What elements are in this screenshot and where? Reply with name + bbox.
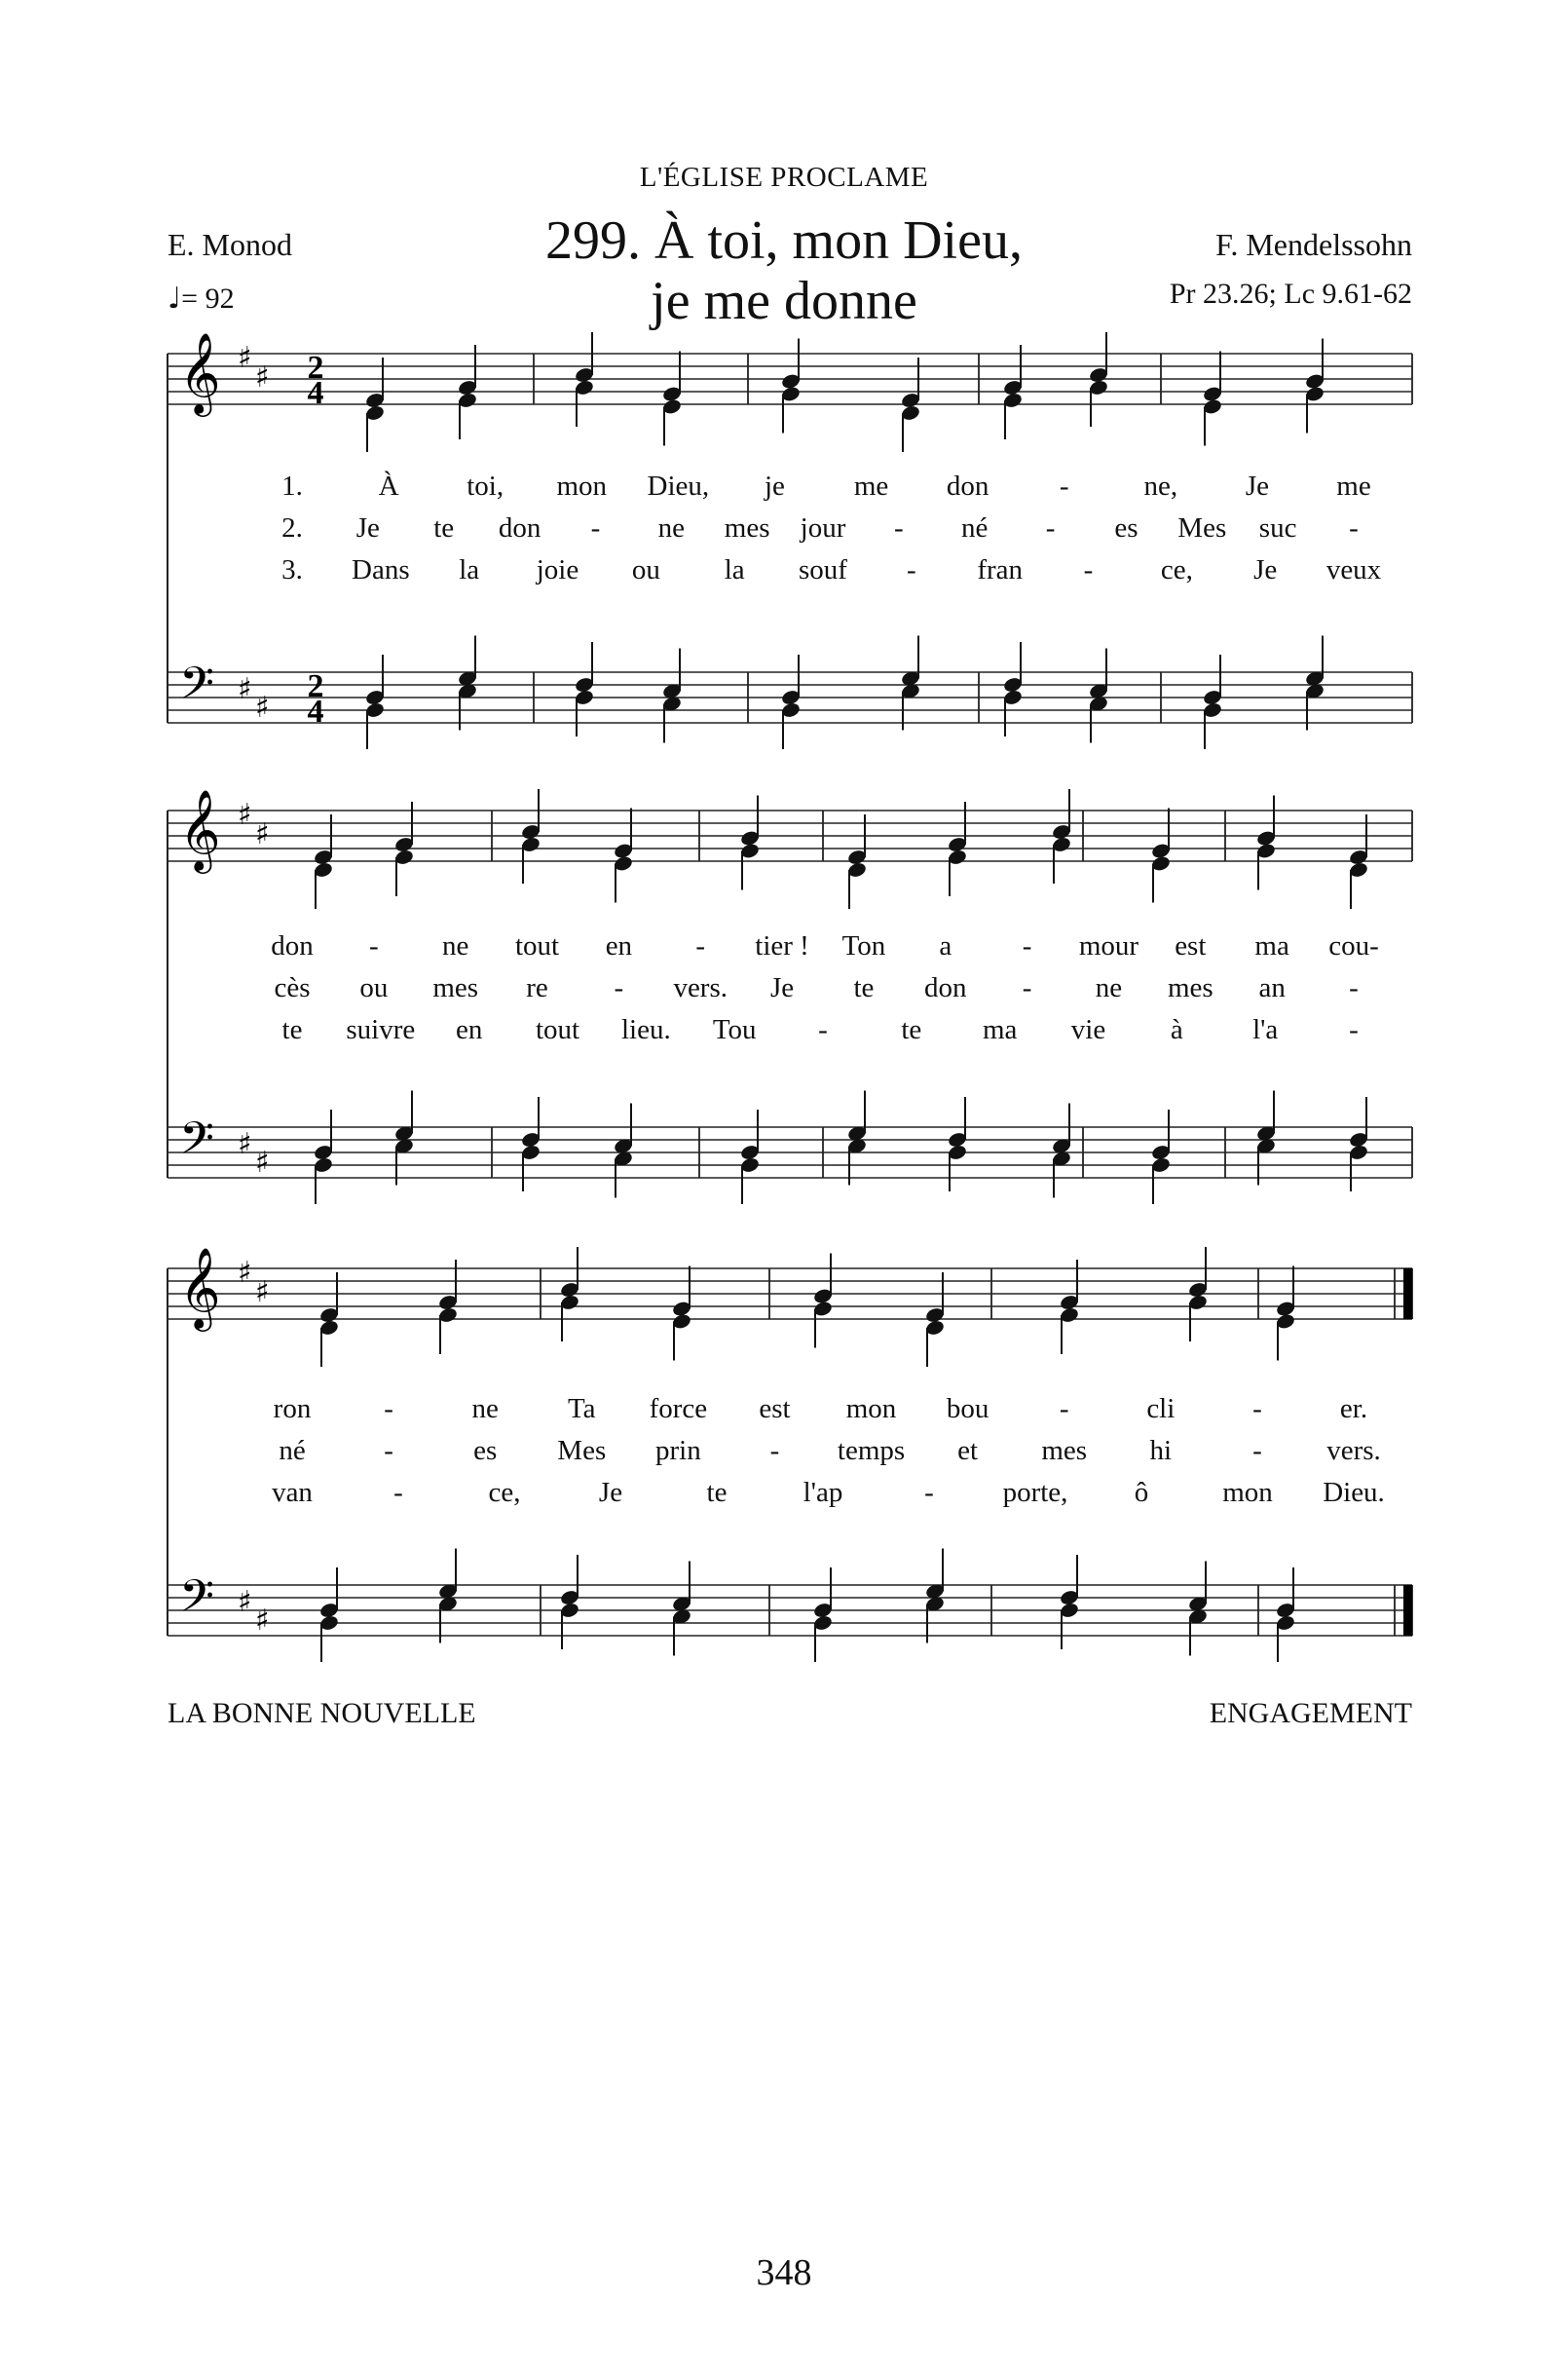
- lyric-syllable: toi,: [467, 471, 504, 502]
- lyric-syllable: hi: [1149, 1435, 1173, 1466]
- lyric-syllable: -: [614, 972, 624, 1003]
- lyric-syllable: Dieu,: [647, 471, 710, 502]
- lyric-syllable: Dieu.: [1323, 1477, 1385, 1508]
- lyric-syllable: te: [433, 512, 455, 544]
- lyric-syllable: l'ap: [803, 1477, 843, 1508]
- lyric-syllable: Dans: [352, 554, 410, 585]
- time-signature-bottom: 4: [307, 375, 324, 411]
- lyric-syllable: 3.: [281, 554, 303, 585]
- lyric-syllable: te: [706, 1477, 728, 1508]
- lyric-syllable: je: [764, 471, 785, 502]
- bass-clef-icon: 𝄢: [179, 1113, 215, 1176]
- footer-category-right: ENGAGEMENT: [1209, 1697, 1412, 1729]
- lyric-syllable: prin: [655, 1435, 701, 1466]
- lyrics: [281, 470, 1382, 585]
- lyric-syllable: vie: [1070, 1014, 1106, 1045]
- sharp-icon: ♯: [255, 1604, 270, 1638]
- lyric-syllable: à: [1170, 1014, 1183, 1045]
- system-3: [168, 1246, 1412, 1662]
- lyric-syllable: -: [894, 512, 904, 544]
- sharp-icon: ♯: [238, 1256, 252, 1290]
- lyric-syllable: -: [1349, 972, 1359, 1003]
- lyric-syllable: ma: [1254, 930, 1289, 962]
- lyric-syllable: ce,: [1160, 554, 1193, 585]
- treble-clef-icon: 𝄞: [179, 1246, 221, 1328]
- sharp-icon: ♯: [238, 672, 252, 706]
- lyric-syllable: tout: [535, 1014, 580, 1045]
- treble-clef-icon: 𝄞: [179, 788, 221, 870]
- final-barline: [1403, 1585, 1412, 1636]
- lyric-syllable: cou-: [1328, 930, 1379, 962]
- lyric-syllable: -: [369, 930, 379, 962]
- lyric-syllable: don: [498, 512, 541, 544]
- lyric-syllable: cli: [1146, 1393, 1176, 1424]
- lyric-syllable: -: [695, 930, 706, 962]
- hymn-title-line-2: je me donne: [651, 271, 917, 331]
- lyric-syllable: Je: [598, 1477, 623, 1508]
- lyric-syllable: la: [724, 554, 745, 585]
- lyric-syllable: ne: [657, 512, 685, 544]
- treble-clef-icon: 𝄞: [179, 331, 221, 413]
- time-signature-top: 2: [307, 668, 324, 704]
- lyric-syllable: es: [473, 1435, 498, 1466]
- final-barline: [1403, 1268, 1412, 1319]
- lyric-syllable: jour: [800, 512, 846, 544]
- lyrics: [272, 1393, 1385, 1508]
- lyric-syllable: tier !: [755, 930, 809, 962]
- lyric-syllable: -: [1252, 1435, 1262, 1466]
- lyric-syllable: 1.: [281, 471, 303, 502]
- lyric-syllable: -: [384, 1393, 393, 1424]
- lyric-syllable: -: [1083, 554, 1094, 585]
- quarter-note-icon: ♩: [168, 282, 182, 316]
- lyric-syllable: mour: [1078, 930, 1139, 962]
- lyric-syllable: ne: [442, 930, 469, 962]
- time-signature-bottom: 4: [307, 694, 324, 730]
- lyric-syllable: la: [459, 554, 480, 585]
- lyric-syllable: ma: [982, 1014, 1018, 1045]
- lyric-syllable: Mes: [1177, 512, 1227, 544]
- lyric-syllable: mes: [432, 972, 479, 1003]
- bass-staff: [168, 1091, 1412, 1205]
- lyric-syllable: mon: [1222, 1477, 1273, 1508]
- lyric-syllable: te: [281, 1014, 303, 1045]
- lyric-syllable: porte,: [1002, 1477, 1068, 1508]
- sharp-icon: ♯: [255, 691, 270, 725]
- lyric-syllable: te: [853, 972, 875, 1003]
- tempo-value: = 92: [181, 283, 235, 315]
- lyric-syllable: te: [901, 1014, 922, 1045]
- page-number: 348: [756, 2252, 812, 2293]
- lyric-syllable: -: [384, 1435, 393, 1466]
- lyric-syllable: suivre: [346, 1014, 416, 1045]
- lyric-syllable: mes: [1167, 972, 1213, 1003]
- lyric-syllable: don: [946, 471, 989, 502]
- lyric-syllable: suc: [1258, 512, 1297, 544]
- lyric-syllable: me: [853, 471, 889, 502]
- lyric-syllable: mes: [724, 512, 770, 544]
- lyric-syllable: -: [590, 512, 601, 544]
- lyric-syllable: fran: [977, 554, 1024, 585]
- lyric-syllable: -: [1349, 1014, 1359, 1045]
- lyric-syllable: ou: [631, 554, 660, 585]
- lyric-syllable: don: [271, 930, 314, 962]
- lyric-syllable: Je: [1245, 471, 1269, 502]
- lyric-syllable: -: [769, 1435, 780, 1466]
- treble-staff: [168, 1246, 1412, 1367]
- author-credit: E. Monod: [168, 227, 292, 262]
- lyric-syllable: -: [393, 1477, 403, 1508]
- scripture-references: Pr 23.26; Lc 9.61-62: [1169, 278, 1412, 310]
- lyric-syllable: -: [1252, 1393, 1262, 1424]
- lyric-syllable: force: [649, 1393, 708, 1424]
- lyric-syllable: -: [1022, 972, 1032, 1003]
- sharp-icon: ♯: [255, 817, 270, 851]
- lyric-syllable: es: [1114, 512, 1139, 544]
- lyric-syllable: veux: [1325, 554, 1382, 585]
- lyric-syllable: me: [1336, 471, 1371, 502]
- lyric-syllable: ô: [1134, 1477, 1149, 1508]
- lyric-syllable: -: [818, 1014, 828, 1045]
- lyrics: [271, 930, 1379, 1045]
- sharp-icon: ♯: [255, 1275, 270, 1309]
- lyric-syllable: -: [1022, 930, 1032, 962]
- lyric-syllable: ne,: [1143, 471, 1178, 502]
- lyric-syllable: vers.: [1326, 1435, 1381, 1466]
- lyric-syllable: est: [1175, 930, 1207, 962]
- lyric-syllable: cès: [274, 972, 311, 1003]
- lyric-syllable: est: [759, 1393, 791, 1424]
- lyric-syllable: né: [279, 1435, 306, 1466]
- bass-staff: [168, 636, 1412, 750]
- lyric-syllable: Mes: [557, 1435, 607, 1466]
- lyric-syllable: ou: [359, 972, 389, 1003]
- lyric-syllable: tout: [514, 930, 560, 962]
- time-signature-top: 2: [307, 350, 324, 386]
- lyric-syllable: ce,: [488, 1477, 521, 1508]
- composer-credit: F. Mendelssohn: [1215, 227, 1412, 262]
- lyric-syllable: -: [906, 554, 916, 585]
- lyric-syllable: er.: [1339, 1393, 1368, 1424]
- lyric-syllable: re: [526, 972, 548, 1003]
- lyric-syllable: Ta: [567, 1393, 596, 1424]
- bass-staff: [168, 1549, 1412, 1663]
- system-2: [168, 788, 1412, 1204]
- treble-staff: [168, 788, 1412, 909]
- lyric-syllable: et: [957, 1435, 979, 1466]
- lyric-syllable: ne: [1095, 972, 1123, 1003]
- section-header: L'ÉGLISE PROCLAME: [639, 162, 929, 193]
- lyric-syllable: ron: [273, 1393, 312, 1424]
- lyric-syllable: vers.: [673, 972, 728, 1003]
- system-1: [168, 331, 1412, 749]
- lyric-syllable: mes: [1041, 1435, 1088, 1466]
- lyric-syllable: 2.: [281, 512, 303, 544]
- sharp-icon: ♯: [238, 1585, 252, 1619]
- lyric-syllable: -: [1349, 512, 1359, 544]
- bass-clef-icon: 𝄢: [179, 1570, 215, 1634]
- lyric-syllable: mon: [845, 1393, 897, 1424]
- lyric-syllable: temps: [837, 1435, 906, 1466]
- lyric-syllable: en: [605, 930, 633, 962]
- lyric-syllable: Tou: [712, 1014, 757, 1045]
- sharp-icon: ♯: [238, 798, 252, 832]
- lyric-syllable: -: [1045, 512, 1056, 544]
- lyric-syllable: -: [1059, 1393, 1069, 1424]
- lyric-syllable: Je: [355, 512, 380, 544]
- sharp-icon: ♯: [238, 341, 252, 375]
- lyric-syllable: a: [939, 930, 952, 962]
- lyric-syllable: joie: [536, 554, 579, 585]
- lyric-syllable: mon: [556, 471, 608, 502]
- lyric-syllable: lieu.: [620, 1014, 671, 1045]
- lyric-syllable: van: [272, 1477, 313, 1508]
- lyric-syllable: Je: [1253, 554, 1278, 585]
- sharp-icon: ♯: [255, 1146, 270, 1180]
- footer-category-left: LA BONNE NOUVELLE: [168, 1697, 476, 1729]
- lyric-syllable: -: [1059, 471, 1069, 502]
- treble-staff: [168, 331, 1412, 452]
- lyric-syllable: né: [961, 512, 989, 544]
- lyric-syllable: an: [1258, 972, 1286, 1003]
- lyric-syllable: Je: [769, 972, 795, 1003]
- sharp-icon: ♯: [255, 360, 270, 395]
- hymn-title-line-1: 299. À toi, mon Dieu,: [545, 210, 1023, 271]
- lyric-syllable: À: [378, 471, 399, 502]
- lyric-syllable: ne: [471, 1393, 499, 1424]
- lyric-syllable: don: [924, 972, 967, 1003]
- sharp-icon: ♯: [238, 1127, 252, 1161]
- lyric-syllable: bou: [946, 1393, 989, 1424]
- lyric-syllable: -: [924, 1477, 934, 1508]
- lyric-syllable: en: [455, 1014, 483, 1045]
- lyric-syllable: l'a: [1252, 1014, 1279, 1045]
- lyric-syllable: souf: [799, 554, 847, 585]
- lyric-syllable: Ton: [841, 930, 886, 962]
- bass-clef-icon: 𝄢: [179, 658, 215, 721]
